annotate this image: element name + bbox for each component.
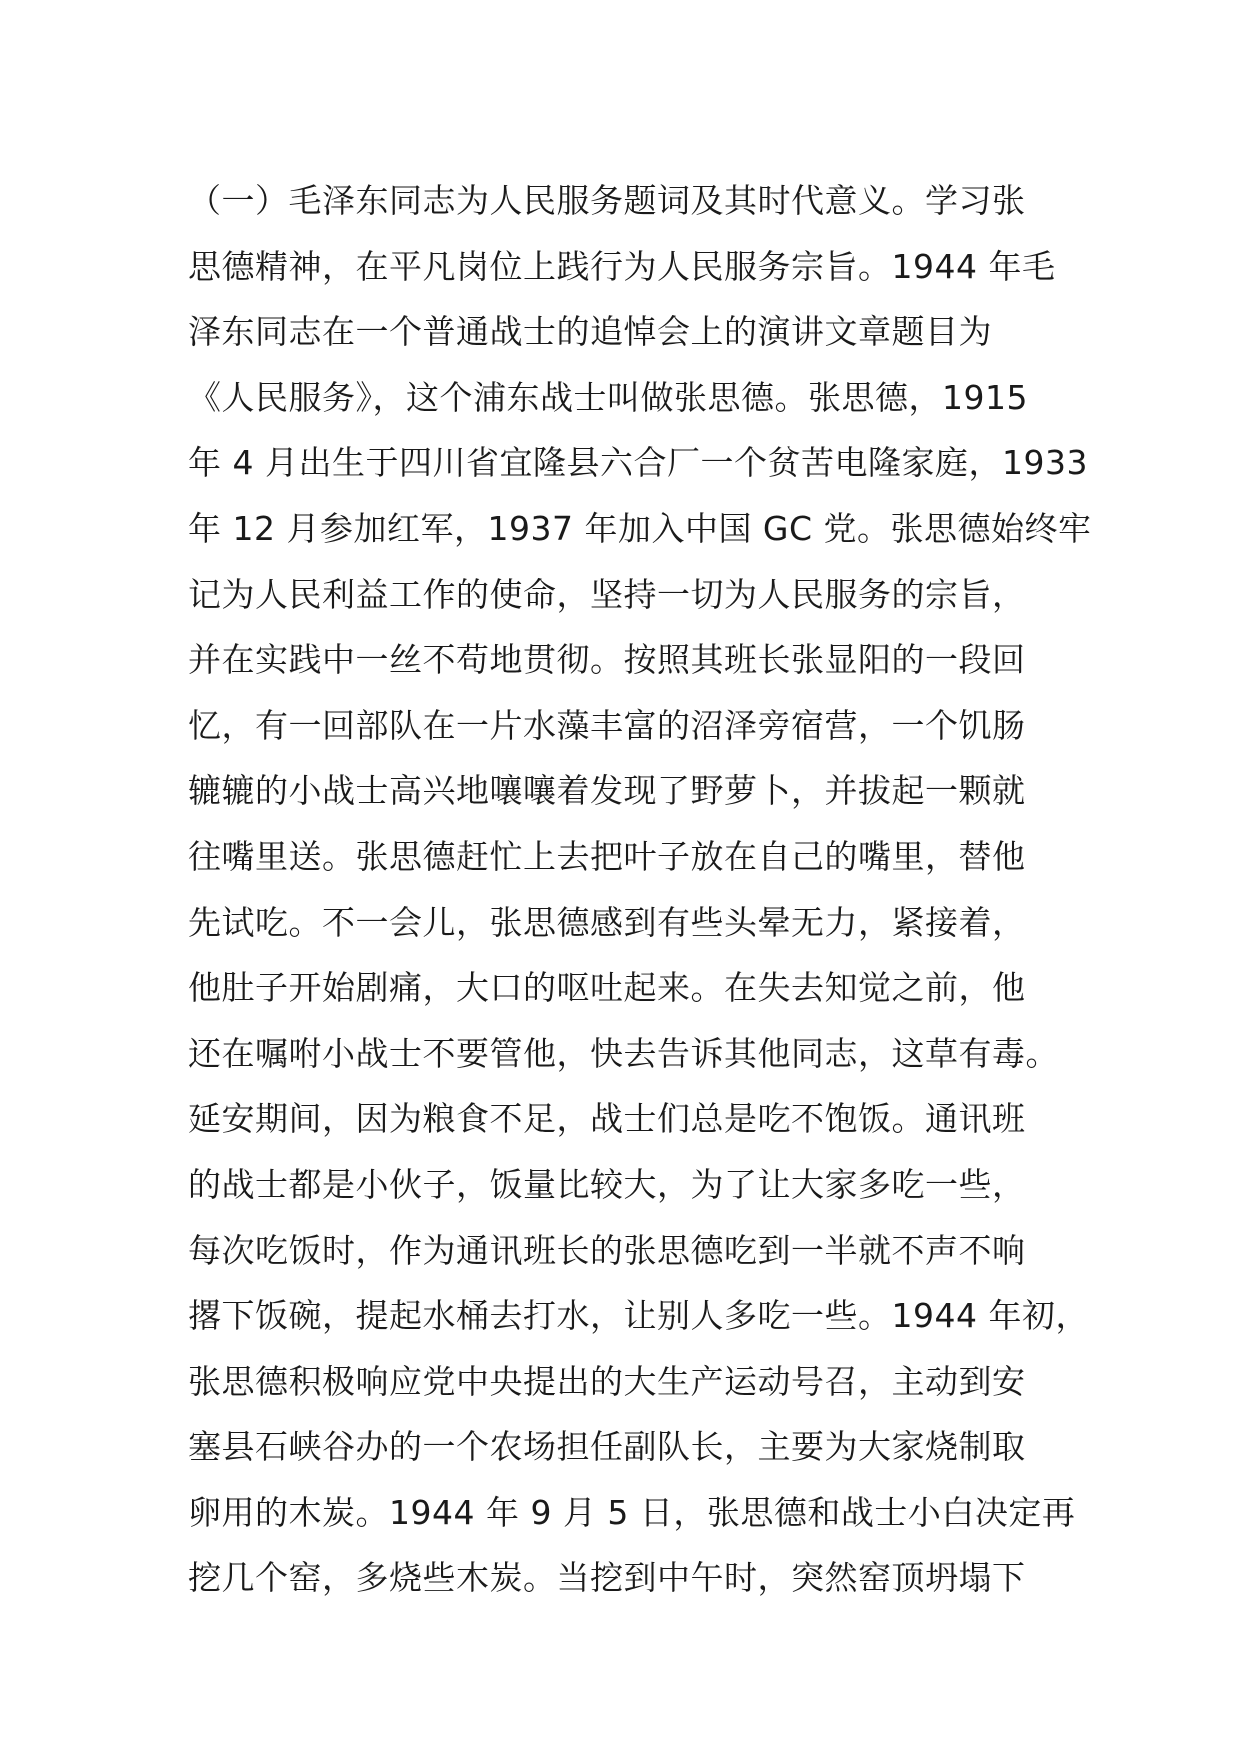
text-line: 辘辘的小战士高兴地嚷嚷着发现了野萝卜，并拔起一颗就	[188, 771, 1026, 811]
text-line: 记为人民利益工作的使命，坚持一切为人民服务的宗旨，	[188, 574, 1026, 614]
text-line: （一）毛泽东同志为人民服务题词及其时代意义。学习张	[188, 181, 1026, 220]
text-line: 泽东同志在一个普通战士的追悼会上的演讲文章题目为	[188, 312, 992, 352]
text-line: 还在嘱咐小战士不要管他，快去告诉其他同志，这草有毒。	[188, 1033, 1059, 1073]
text-line: 卵用的木炭。1944 年 9 月 5 日，张思德和战士小白决定再	[188, 1492, 1076, 1532]
text-line: 先试吃。不一会儿，张思德感到有些头晕无力，紧接着，	[188, 902, 1026, 942]
text-line: 年 12 月参加红军，1937 年加入中国 GC 党。张思德始终牢	[188, 508, 1092, 548]
text-line: 张思德积极响应党中央提出的大生产运动号召，主动到安	[188, 1361, 1026, 1401]
text-line: 年 4 月出生于四川省宜隆县六合厂一个贫苦电隆家庭，1933	[188, 443, 1088, 483]
text-line: 挖几个窑，多烧些木炭。当挖到中午时，突然窑顶坍塌下	[188, 1558, 1026, 1598]
text-line: 的战士都是小伙子，饭量比较大，为了让大家多吃一些，	[188, 1164, 1026, 1204]
text-line: 忆，有一回部队在一片水藻丰富的沼泽旁宿营，一个饥肠	[188, 705, 1026, 745]
text-line: 并在实践中一丝不苟地贯彻。按照其班长张显阳的一段回	[188, 640, 1026, 680]
text-line: 延安期间，因为粮食不足，战士们总是吃不饱饭。通讯班	[188, 1099, 1026, 1139]
text-line: 塞县石峡谷办的一个农场担任副队长，主要为大家烧制取	[188, 1427, 1026, 1467]
text-line: 往嘴里送。张思德赶忙上去把叶子放在自己的嘴里，替他	[188, 836, 1026, 876]
text-line: 撂下饭碗，提起水桶去打水，让别人多吃一些。1944 年初，	[188, 1296, 1089, 1336]
text-line: 思德精神，在平凡岗位上践行为人民服务宗旨。1944 年毛	[188, 246, 1056, 286]
body-paragraph	[188, 168, 1092, 1611]
text-line: 每次吃饭时，作为通讯班长的张思德吃到一半就不声不响	[188, 1230, 1026, 1270]
text-line: 《人民服务》，这个浦东战士叫做张思德。张思德，1915	[188, 377, 1028, 417]
text-line: 他肚子开始剧痛，大口的呕吐起来。在失去知觉之前，他	[188, 968, 1026, 1008]
